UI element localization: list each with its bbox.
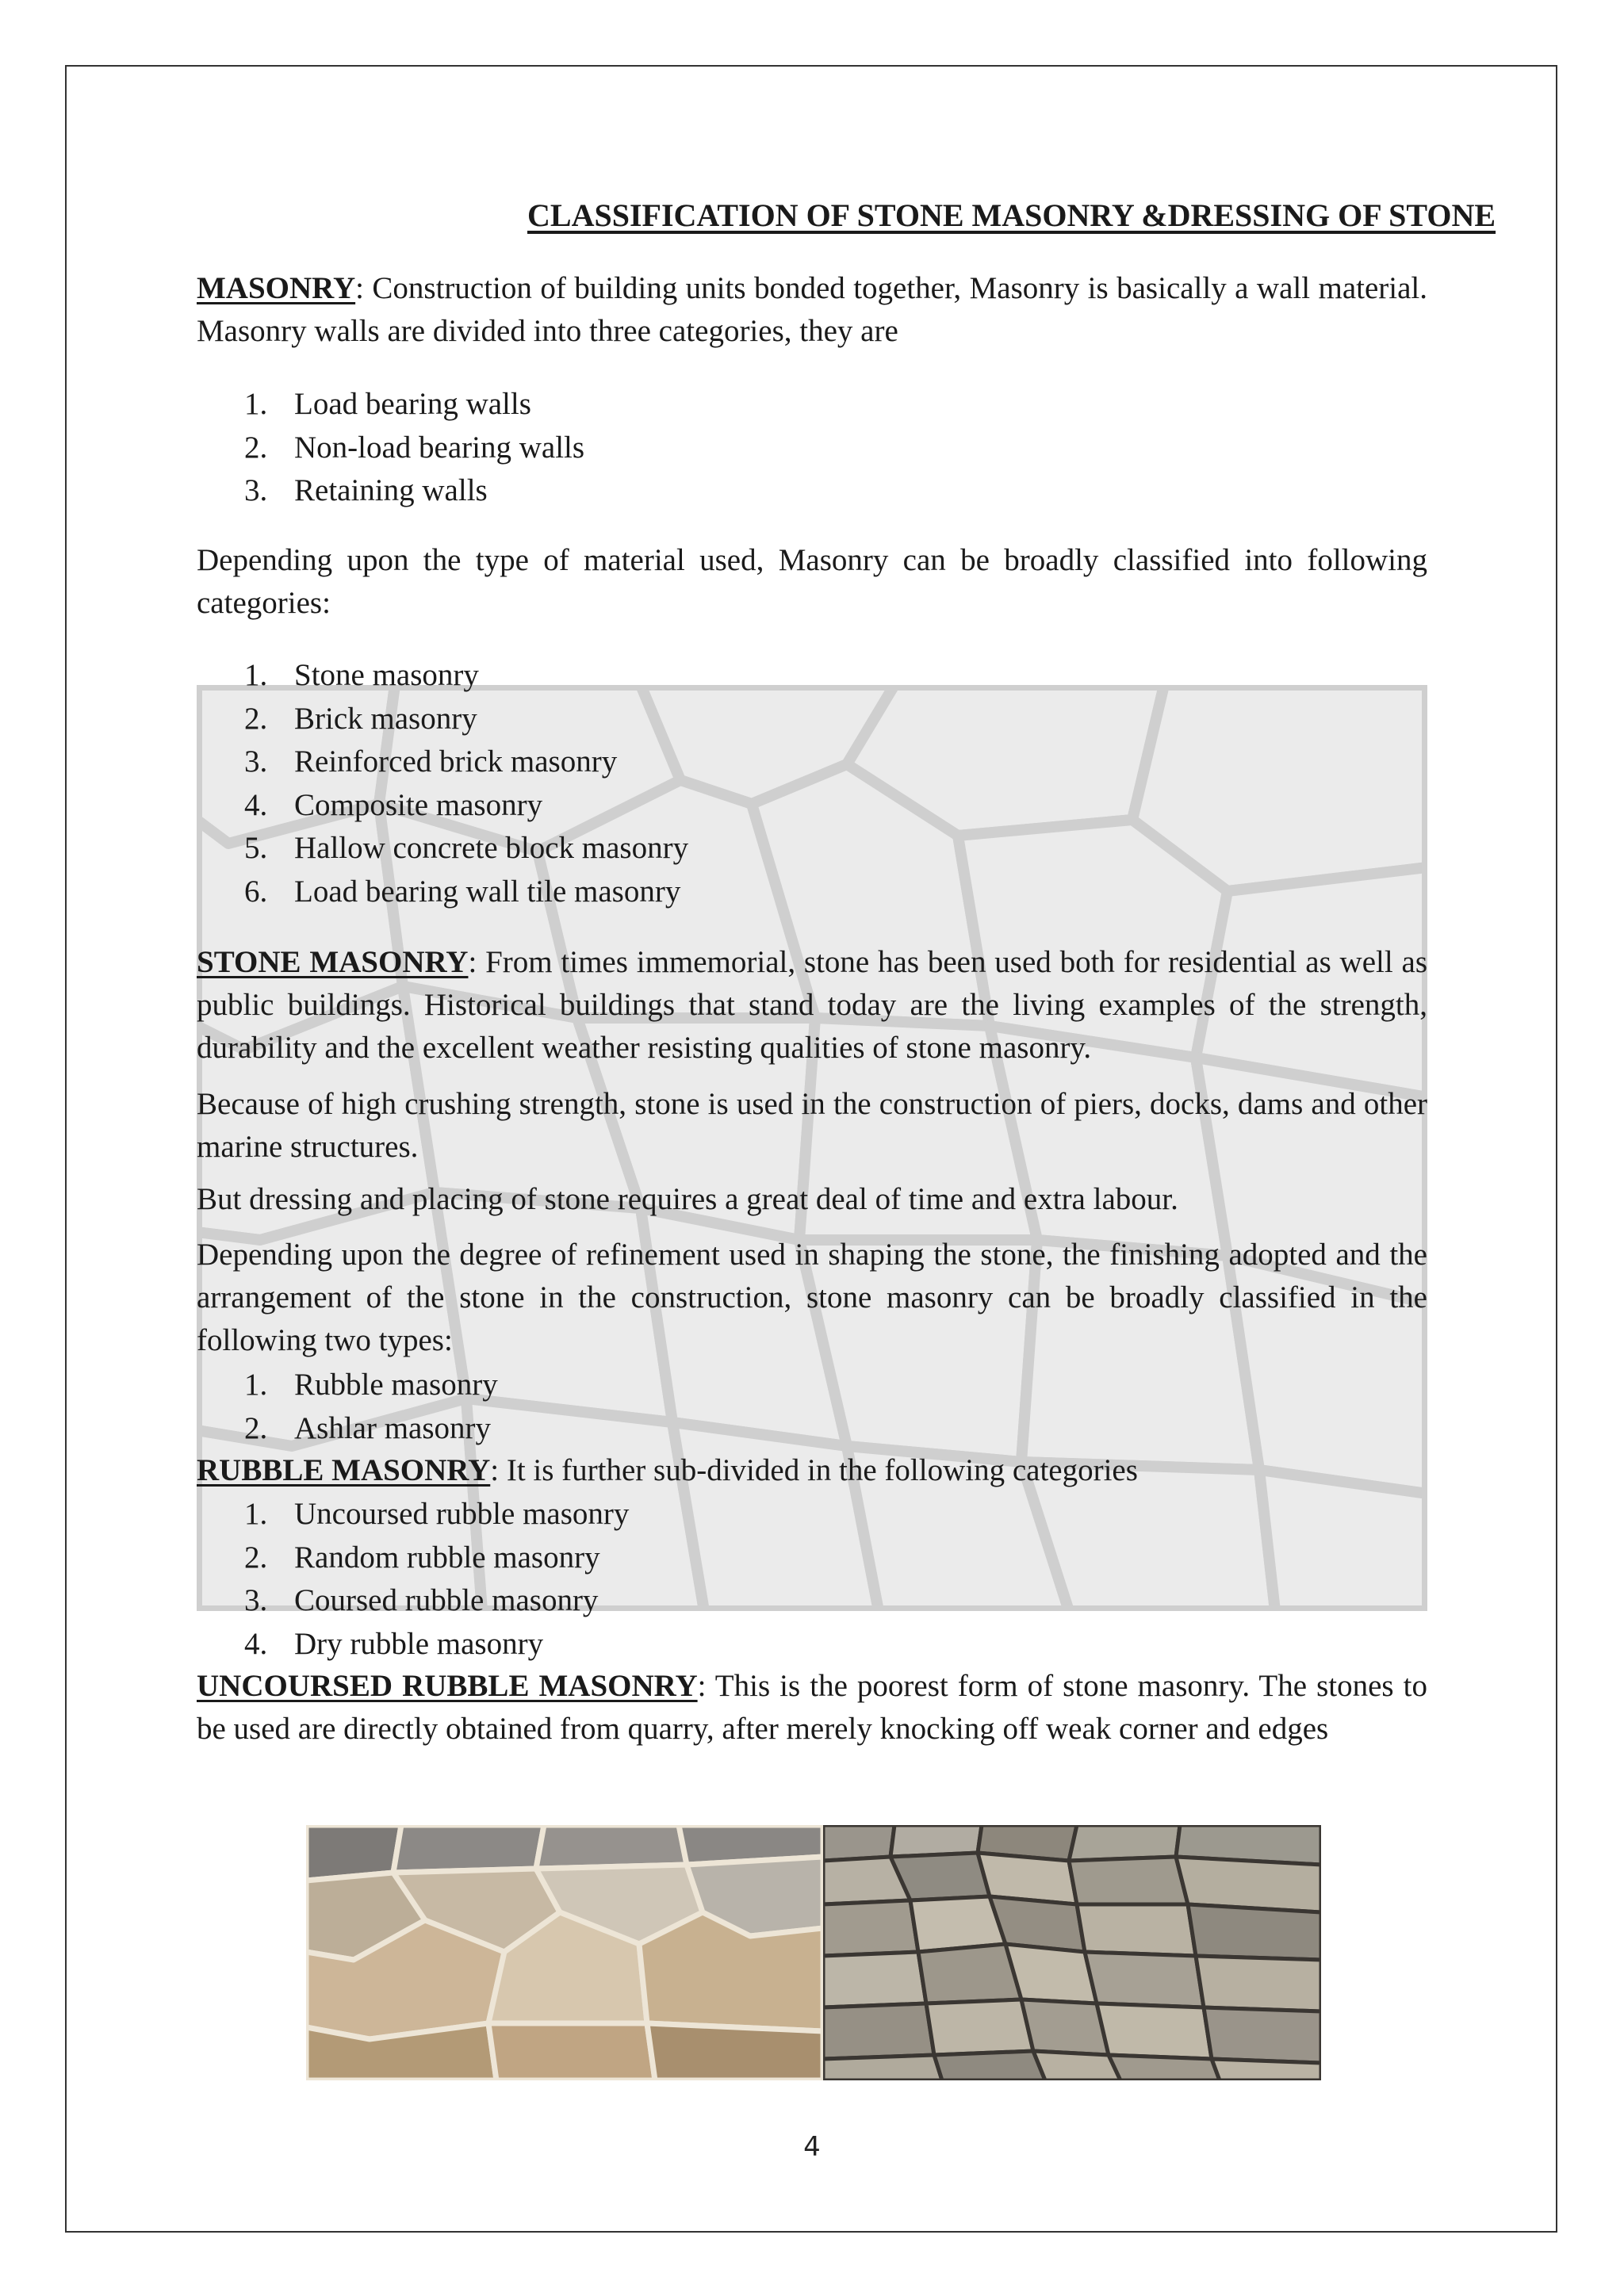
material-types-list <box>197 654 688 913</box>
wall-types-list <box>197 383 584 513</box>
list-item: 1. Load bearing walls <box>244 387 531 421</box>
material-intro-paragraph: Depending upon the type of material used, Masonry can be broadly classified into following categories: <box>197 543 1427 620</box>
list-item: 2. Ashlar masonry <box>244 1410 492 1445</box>
list-item: 5. Hallow concrete block masonry <box>244 831 689 865</box>
rubble-types-list <box>197 1493 629 1666</box>
uncoursed-rubble-photo-right <box>823 1825 1321 2080</box>
uncoursed-paragraph <box>197 1665 1427 1751</box>
list-item: 1. Uncoursed rubble masonry <box>244 1497 630 1531</box>
masonry-paragraph <box>197 267 1427 353</box>
dressing-paragraph: But dressing and placing of stone requires a great deal of time and extra labour. <box>197 1182 1178 1216</box>
list-item: 1. Stone masonry <box>244 658 479 692</box>
stone-masonry-text: : From times immemorial, stone has been used both for residential as well as public buildings. Historical buildings that stand today are the living examples of the strength, durability and the excellent weather resisting qualities of stone masonry. <box>197 945 1427 1065</box>
masonry-term: MASONRY <box>197 271 356 305</box>
list-item: 6. Load bearing wall tile masonry <box>244 874 681 909</box>
stone-masonry-term: STONE MASONRY <box>197 945 469 979</box>
list-item: 3. Reinforced brick masonry <box>244 744 618 779</box>
list-item: 2. Random rubble masonry <box>244 1540 600 1575</box>
stone-masonry-paragraph <box>197 941 1427 1070</box>
list-item: 2. Brick masonry <box>244 701 477 736</box>
rubble-text: : It is further sub-divided in the following categories <box>490 1453 1138 1487</box>
refinement-paragraph: Depending upon the degree of refinement used in shaping the stone, the finishing adopted and the arrangement of the stone in the construction, stone masonry can be broadly classified in the following two types: <box>197 1238 1427 1357</box>
list-item: 2. Non-load bearing walls <box>244 430 585 465</box>
list-item: 3. Coursed rubble masonry <box>244 1583 599 1617</box>
uncoursed-term: UNCOURSED RUBBLE MASONRY <box>197 1669 698 1703</box>
masonry-text: : Construction of building units bonded together, Masonry is basically a wall material. Masonry walls are divided into three categories, they are <box>197 271 1427 348</box>
rubble-paragraph <box>197 1449 1427 1492</box>
page-title: CLASSIFICATION OF STONE MASONRY &DRESSING OF STONE <box>527 197 1496 233</box>
page-number: 4 <box>803 2131 821 2163</box>
two-types-list <box>197 1364 498 1450</box>
list-item: 4. Dry rubble masonry <box>244 1626 544 1661</box>
uncoursed-rubble-photo-left <box>306 1825 823 2080</box>
list-item: 3. Retaining walls <box>244 473 488 507</box>
rubble-term: RUBBLE MASONRY <box>197 1453 491 1487</box>
crushing-paragraph: Because of high crushing strength, stone is used in the construction of piers, docks, dams and other marine structures. <box>197 1087 1427 1164</box>
list-item: 1. Rubble masonry <box>244 1368 498 1402</box>
list-item: 4. Composite masonry <box>244 787 543 822</box>
uncoursed-text: : This is the poorest form of stone masonry. The stones to be used are directly obtained from quarry, after merely knocking off weak corner and edges <box>197 1669 1427 1746</box>
